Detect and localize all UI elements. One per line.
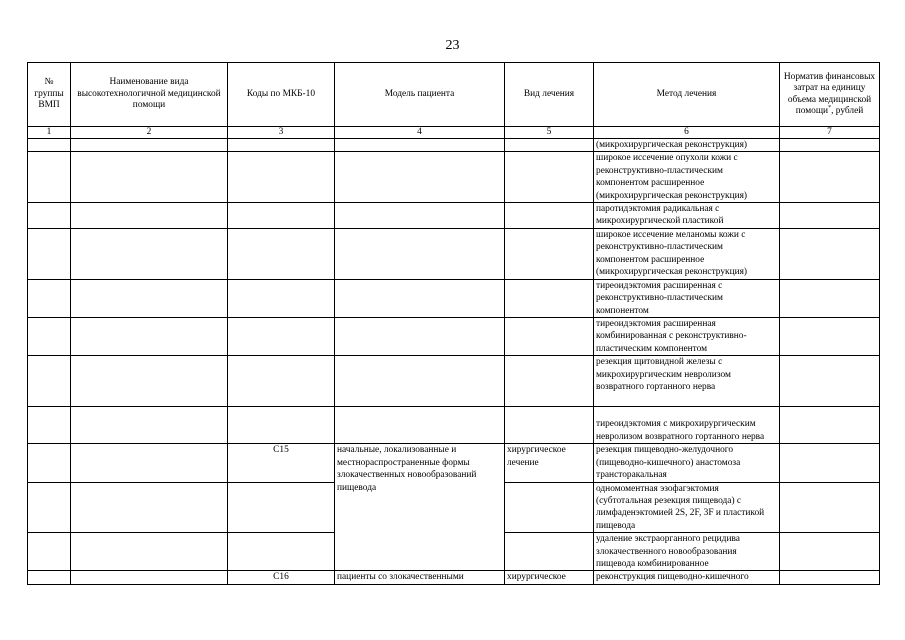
method-cell: тиреоидэктомия с микрохирургическим невролизом возвратного гортанного нерва [594,407,780,444]
column-number: 4 [335,127,505,139]
vmp-table [27,62,880,585]
header-vmp-type: Наименование вида высокотехнологичной медицинской помощи [71,63,228,127]
header-cost-unit: , рублей [831,106,864,116]
method-cell: тиреоидэктомия расширенная с реконструктивно-пластическим компонентом [594,279,780,317]
method-cell: резекция щитовидной железы с микрохирургическим невролизом возвратного гортанного нерва [594,356,780,407]
method-cell: одномоментная эзофагэктомия (субтотальная резекция пищевода) с лимфаденэктомией 2S, 2F, 3F и пластикой пищевода [594,482,780,533]
treatment-type-cell: хирургическое [505,571,594,584]
column-number: 7 [780,127,880,139]
footnote-mark: * [828,104,832,111]
method-cell: удаление экстраорганного рецидива злокачественного новообразования пищевода комбинированное [594,533,780,571]
method-cell: (микрохирургическая реконструкция) [594,139,780,152]
header-cost-standard-text: Норматив финансовых затрат на единицу объема медицинской помощи [783,71,876,116]
table-row [28,356,880,407]
column-number-row [28,127,880,139]
column-number: 3 [228,127,335,139]
icd-code-cell: C15 [228,444,335,482]
column-number: 5 [505,127,594,139]
table-row [28,318,880,356]
table-row [28,571,880,584]
column-number: 1 [28,127,71,139]
table-row [28,407,880,444]
table-row [28,444,880,482]
header-group-number: № группы ВМП [28,63,71,127]
header-row [28,63,880,127]
method-cell: широкое иссечение меланомы кожи с реконструктивно-пластическим компонентом расширенное (микрохирургическая реконструкция) [594,228,780,279]
patient-model-cell: пациенты со злокачественными [335,571,505,584]
icd-code-cell: C16 [228,571,335,584]
patient-model-cell: начальные, локализованные и местнораспространенные формы злокачественных новообразований пищевода [335,444,505,571]
header-cost-standard [780,63,880,127]
column-number: 6 [594,127,780,139]
table-row [28,228,880,279]
method-cell: паротидэктомия радикальная с микрохирургической пластикой [594,203,780,229]
header-treatment-type: Вид лечения [505,63,594,127]
header-patient-model: Модель пациента [335,63,505,127]
treatment-type-cell: хирургическое лечение [505,444,594,482]
header-icd-codes: Коды по МКБ-10 [228,63,335,127]
header-treatment-method: Метод лечения [594,63,780,127]
table-row [28,279,880,317]
method-cell: реконструкция пищеводно-кишечного [594,571,780,584]
table-row [28,139,880,152]
column-number: 2 [71,127,228,139]
method-cell: резекция пищеводно-желудочного (пищеводно-кишечного) анастомоза трансторакальная [594,444,780,482]
table-row [28,152,880,203]
method-cell: тиреоидэктомия расширенная комбинированная с реконструктивно-пластическим компонентом [594,318,780,356]
page-number: 23 [445,38,460,53]
method-cell: широкое иссечение опухоли кожи с реконструктивно-пластическим компонентом расширенное (микрохирургическая реконструкция) [594,152,780,203]
table-row [28,203,880,229]
